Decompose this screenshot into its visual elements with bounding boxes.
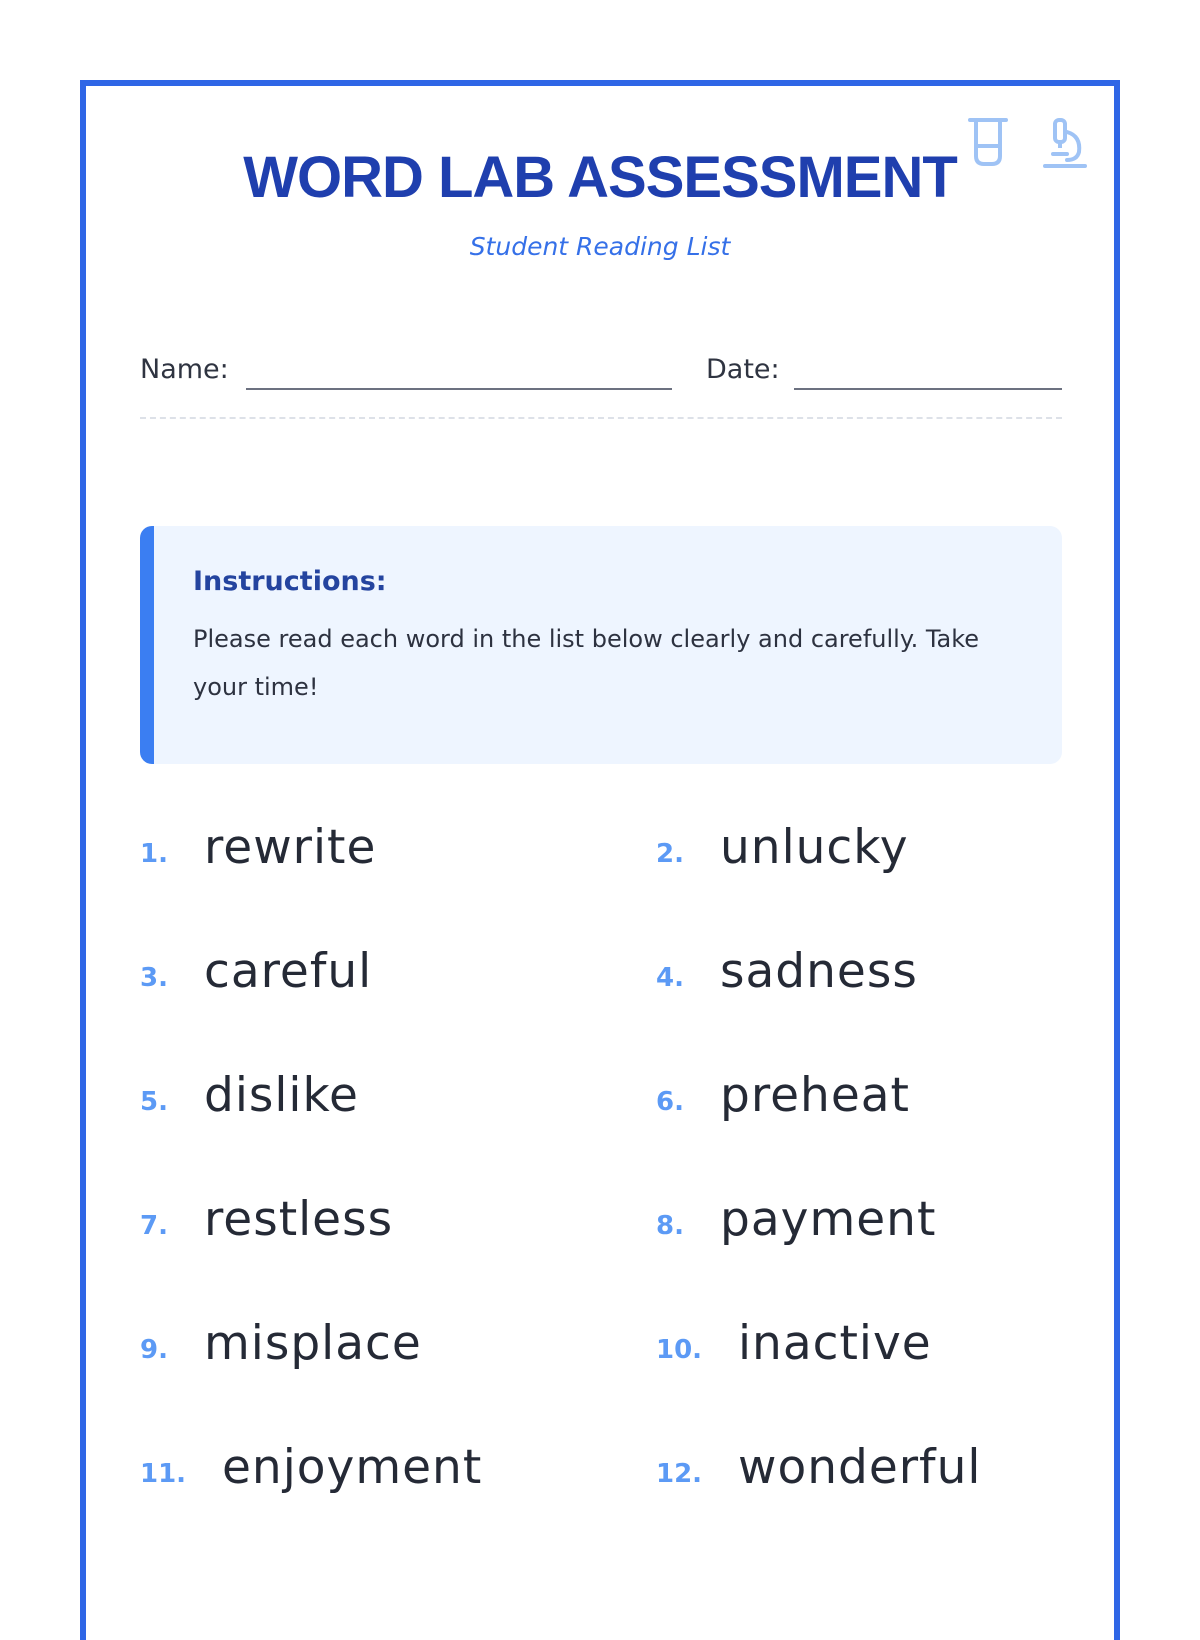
word-list-item bbox=[656, 1054, 1116, 1154]
worksheet-page bbox=[80, 80, 1120, 1640]
word-list-item bbox=[656, 1302, 1116, 1402]
word-text: restless bbox=[204, 1192, 394, 1247]
word-text: preheat bbox=[720, 1068, 910, 1123]
date-label: Date: bbox=[706, 354, 780, 385]
word-list-item bbox=[656, 806, 1116, 906]
word-list-item bbox=[656, 1426, 1116, 1526]
word-list-item bbox=[140, 1178, 600, 1278]
word-number: 2. bbox=[656, 839, 684, 869]
instructions-heading: Instructions: bbox=[193, 566, 387, 597]
word-list-item bbox=[656, 1178, 1116, 1278]
page-title: WORD LAB ASSESSMENT bbox=[243, 145, 957, 210]
word-text: careful bbox=[204, 944, 373, 999]
word-number: 10. bbox=[656, 1335, 703, 1365]
word-list-item bbox=[140, 1302, 600, 1402]
word-number: 12. bbox=[656, 1459, 703, 1489]
page-subtitle: Student Reading List bbox=[469, 232, 731, 261]
name-blank-line[interactable] bbox=[246, 388, 672, 390]
word-text: wonderful bbox=[738, 1440, 982, 1495]
word-list-item bbox=[140, 1054, 600, 1154]
word-text: payment bbox=[720, 1192, 937, 1247]
date-blank-line[interactable] bbox=[794, 388, 1062, 390]
word-list-item bbox=[140, 930, 600, 1030]
word-list-item bbox=[140, 1426, 600, 1526]
name-field bbox=[140, 354, 229, 385]
section-divider bbox=[140, 417, 1062, 419]
word-text: rewrite bbox=[204, 820, 377, 875]
instructions-text: Please read each word in the list below clearly and carefully. Take your time! bbox=[193, 625, 980, 701]
word-number: 9. bbox=[140, 1335, 168, 1365]
word-text: misplace bbox=[204, 1316, 422, 1371]
word-text: enjoyment bbox=[222, 1440, 483, 1495]
word-number: 4. bbox=[656, 963, 684, 993]
instructions-panel bbox=[140, 526, 1062, 764]
word-number: 1. bbox=[140, 839, 168, 869]
word-number: 6. bbox=[656, 1087, 684, 1117]
student-info-row bbox=[140, 354, 1062, 394]
word-number: 8. bbox=[656, 1211, 684, 1241]
word-list-item bbox=[656, 930, 1116, 1030]
date-field bbox=[706, 354, 780, 385]
word-number: 7. bbox=[140, 1211, 168, 1241]
word-list-item bbox=[140, 806, 600, 906]
word-text: dislike bbox=[204, 1068, 359, 1123]
word-number: 3. bbox=[140, 963, 168, 993]
word-text: unlucky bbox=[720, 820, 909, 875]
name-label: Name: bbox=[140, 354, 229, 385]
word-number: 11. bbox=[140, 1459, 187, 1489]
word-text: sadness bbox=[720, 944, 918, 999]
word-number: 5. bbox=[140, 1087, 168, 1117]
word-text: inactive bbox=[738, 1316, 932, 1371]
